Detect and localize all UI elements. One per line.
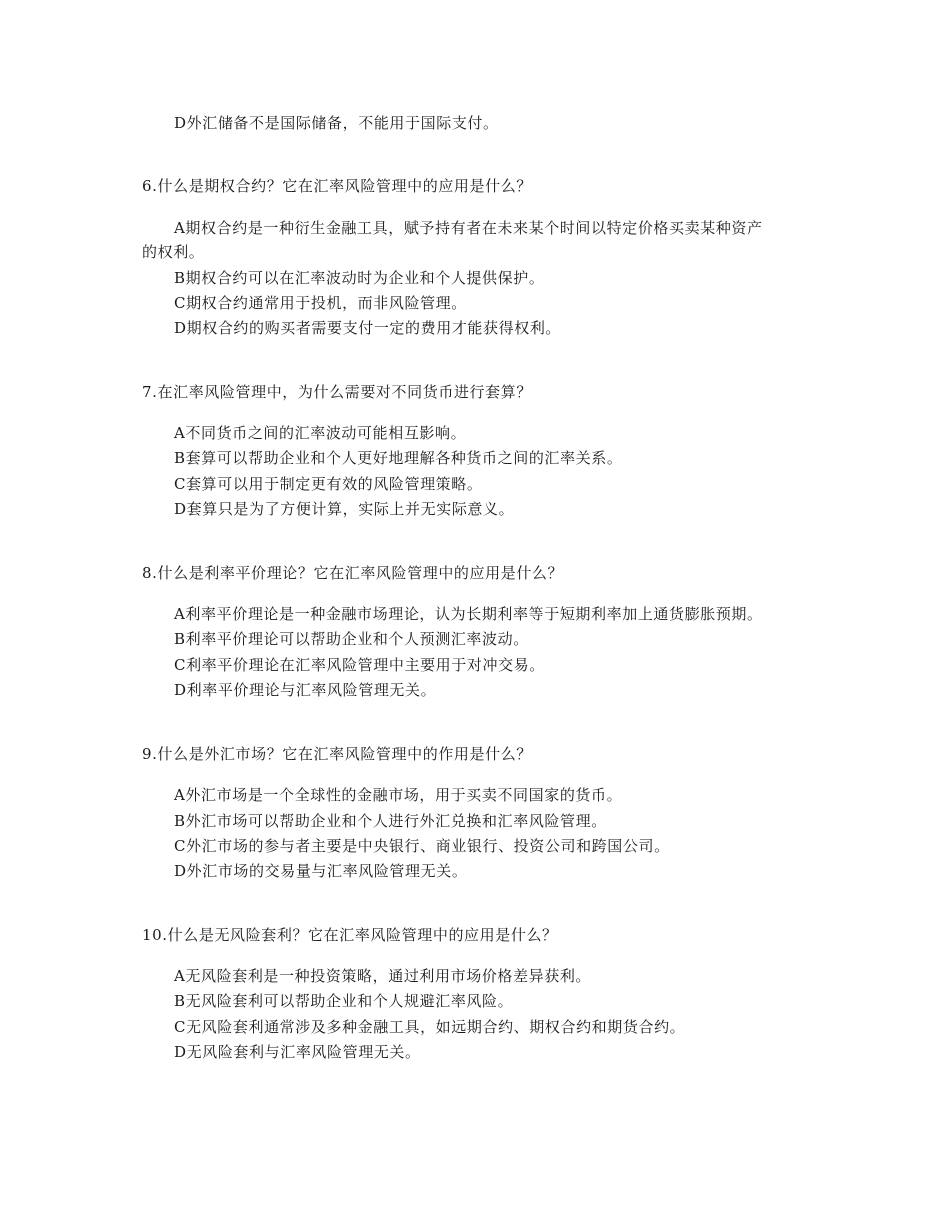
q5-option-d: D外汇储备不是国际储备，不能用于国际支付。 <box>174 114 499 132</box>
q7-option-a: A不同货币之间的汇率波动可能相互影响。 <box>174 424 467 442</box>
q7-question: 7.在汇率风险管理中，为什么需要对不同货币进行套算？ <box>142 383 532 401</box>
q8-option-c: C利率平价理论在汇率风险管理中主要用于对冲交易。 <box>174 656 545 674</box>
q9-option-c: C外汇市场的参与者主要是中央银行、商业银行、投资公司和跨国公司。 <box>174 837 670 855</box>
q9-option-b: B外汇市场可以帮助企业和个人进行外汇兑换和汇率风险管理。 <box>174 812 607 830</box>
q8-option-a: A利率平价理论是一种金融市场理论，认为长期利率等于短期利率加上通货膨胀预期。 <box>174 605 763 623</box>
q6-option-c: C期权合约通常用于投机，而非风险管理。 <box>174 294 467 312</box>
q7-option-c: C套算可以用于制定更有效的风险管理策略。 <box>174 475 483 493</box>
q10-option-b: B无风险套利可以帮助企业和个人规避汇率风险。 <box>174 992 514 1010</box>
q9-option-a: A外汇市场是一个全球性的金融市场，用于买卖不同国家的货币。 <box>174 786 623 804</box>
q10-option-c: C无风险套利通常涉及多种金融工具，如远期合约、期权合约和期货合约。 <box>174 1018 686 1036</box>
q8-question: 8.什么是利率平价理论？它在汇率风险管理中的应用是什么？ <box>142 564 564 582</box>
q7-option-b: B套算可以帮助企业和个人更好地理解各种货币之间的汇率关系。 <box>174 449 623 467</box>
q10-option-a: A无风险套利是一种投资策略，通过利用市场价格差异获利。 <box>174 967 592 985</box>
q6-option-d: D期权合约的购买者需要支付一定的费用才能获得权利。 <box>174 319 562 337</box>
q8-option-d: D利率平价理论与汇率风险管理无关。 <box>174 681 437 699</box>
q9-question: 9.什么是外汇市场？它在汇率风险管理中的作用是什么？ <box>142 745 532 763</box>
q6-option-a: A期权合约是一种衍生金融工具，赋予持有者在未来某个时间以特定价格买卖某种资产 <box>174 219 763 237</box>
q6-question: 6.什么是期权合约？它在汇率风险管理中的应用是什么？ <box>142 177 532 195</box>
q6-option-a-continued: 的权利。 <box>142 243 205 261</box>
q8-option-b: B利率平价理论可以帮助企业和个人预测汇率波动。 <box>174 630 529 648</box>
q10-question: 10.什么是无风险套利？它在汇率风险管理中的应用是什么？ <box>142 926 558 944</box>
q10-option-d: D无风险套利与汇率风险管理无关。 <box>174 1043 421 1061</box>
q6-option-b: B期权合约可以在汇率波动时为企业和个人提供保护。 <box>174 269 545 287</box>
q9-option-d: D外汇市场的交易量与汇率风险管理无关。 <box>174 862 468 880</box>
q7-option-d: D套算只是为了方便计算，实际上并无实际意义。 <box>174 500 515 518</box>
